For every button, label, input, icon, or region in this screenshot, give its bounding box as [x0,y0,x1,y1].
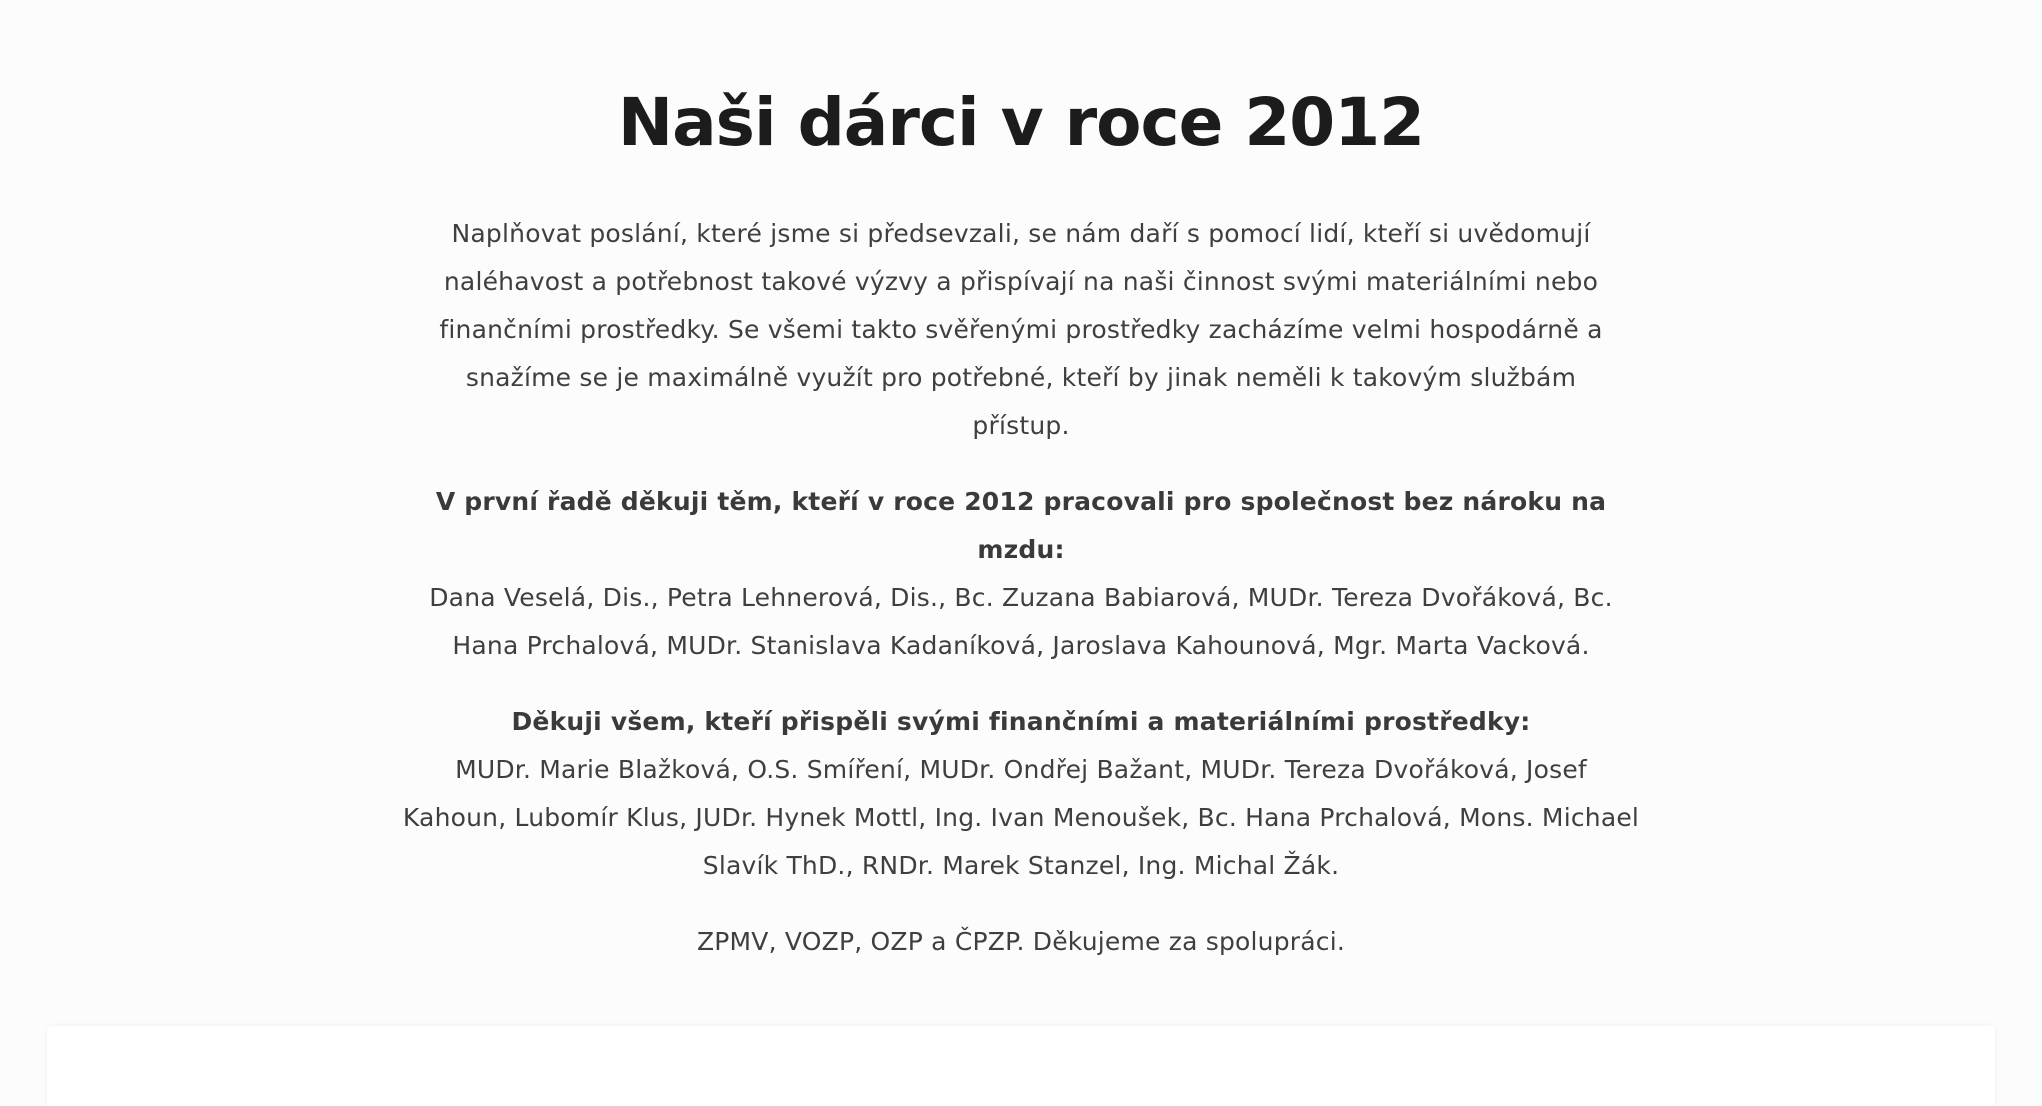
next-section-card [47,1026,1995,1106]
donors-names: MUDr. Marie Blažková, O.S. Smíření, MUDr. Ondřej Bažant, MUDr. Tereza Dvořáková, Josef Kahoun, Lubomír Klus, JUDr. Hynek Mottl, Ing. Ivan Menoušek, Bc. Hana Prchalová, Mons. Michael Slavík ThD., RNDr. Marek Stanzel, Ing. Michal Žák. [402,755,1640,880]
volunteers-lead: V první řadě děkuji těm, kteří v roce 2012 pracovali pro společnost bez nároku na mzdu: [435,487,1607,564]
insurers-paragraph: ZPMV, VOZP, OZP a ČPZP. Děkujeme za spolupráci. [696,927,1346,956]
donors-lead: Děkuji všem, kteří přispěli svými finančními a materiálními prostředky: [511,707,1531,736]
volunteers-names: Dana Veselá, Dis., Petra Lehnerová, Dis., Bc. Zuzana Babiarová, MUDr. Tereza Dvořáková, Bc. Hana Prchalová, MUDr. Stanislava Kadaníková, Jaroslava Kahounová, Mgr. Marta Vacková. [429,583,1613,660]
donors-paragraph [400,698,1642,890]
intro-paragraph: Naplňovat poslání, které jsme si předsevzali, se nám daří s pomocí lidí, kteří si uvědomují naléhavost a potřebnost takové výzvy a přispívají na naši činnost svými materiálními nebo finančními prostředky. Se všemi takto svěřenými prostředky zacházíme velmi hospodárně a snažíme se je maximálně využít pro potřebné, kteří by jinak neměli k takovým službám přístup. [439,219,1603,440]
donors-content [400,210,1642,994]
volunteers-paragraph [400,478,1642,670]
page-title: Naši dárci v roce 2012 [617,84,1425,161]
